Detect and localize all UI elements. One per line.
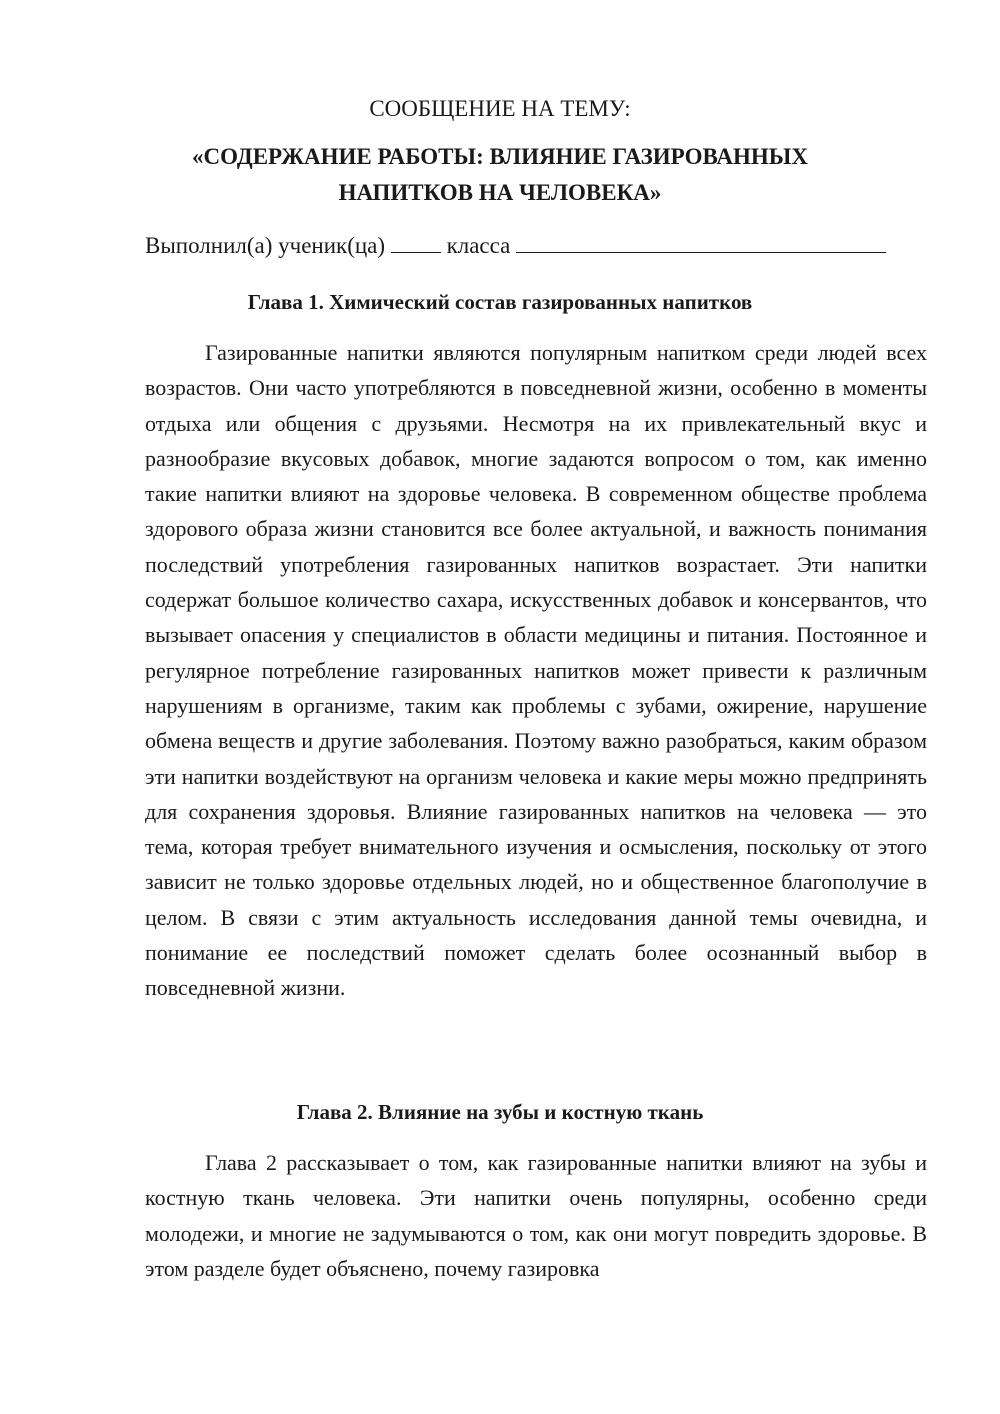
byline-student-label: Выполнил(а) ученик(ца) [145,233,386,258]
chapter-1-heading: Глава 1. Химический состав газированных напитков [247,290,753,314]
document-title-line-1: «СОДЕРЖАНИЕ РАБОТЫ: ВЛИЯНИЕ ГАЗИРОВАННЫХ [192,144,808,169]
document-type-heading: СООБЩЕНИЕ НА ТЕМУ: [369,96,631,121]
chapter-2-paragraph: Глава 2 рассказывает о том, как газированные напитки влияют на зубы и костную ткань человека. Эти напитки очень популярны, особенно среди молодежи, и многие не задумываются о том, как они могут повредить здоровье. В этом разделе будет объяснено, почему газировка [145,1150,927,1281]
chapter-2-heading: Глава 2. Влияние на зубы и костную ткань [296,1100,704,1124]
author-byline [145,230,935,261]
byline-class-label: класса [446,233,511,258]
name-blank-line [516,230,886,253]
document-title-line-2: НАПИТКОВ НА ЧЕЛОВЕКА» [338,180,662,205]
chapter-1-paragraph: Газированные напитки являются популярным напитком среди людей всех возрастов. Они часто употребляются в повседневной жизни, особенно в моменты отдыха или общения с друзьями. Несмотря на их привлекательный вкус и разнообразие вкусовых добавок, многие задаются вопросом о том, как именно такие напитки влияют на здоровье человека. В современном обществе проблема здорового образа жизни становится все более актуальной, и важность понимания последствий употребления газированных напитков возрастает. Эти напитки содержат большое количество сахара, искусственных добавок и консервантов, что вызывает опасения у специалистов в области медицины и питания. Постоянное и регулярное потребление газированных напитков может привести к различным нарушениям в организме, таким как проблемы с зубами, ожирение, нарушение обмена веществ и другие заболевания. Поэтому важно разобраться, каким образом эти напитки воздействуют на организм человека и какие меры можно предпринять для сохранения здоровья. Влияние газированных напитков на человека — это тема, которая требует внимательного изучения и осмысления, поскольку от этого зависит не только здоровье отдельных людей, но и общественное благополучие в целом. В связи с этим актуальность исследования данной темы очевидна, и понимание ее последствий поможет сделать более осознанный выбор в повседневной жизни. [145,340,927,1001]
grade-blank-line [391,230,441,253]
